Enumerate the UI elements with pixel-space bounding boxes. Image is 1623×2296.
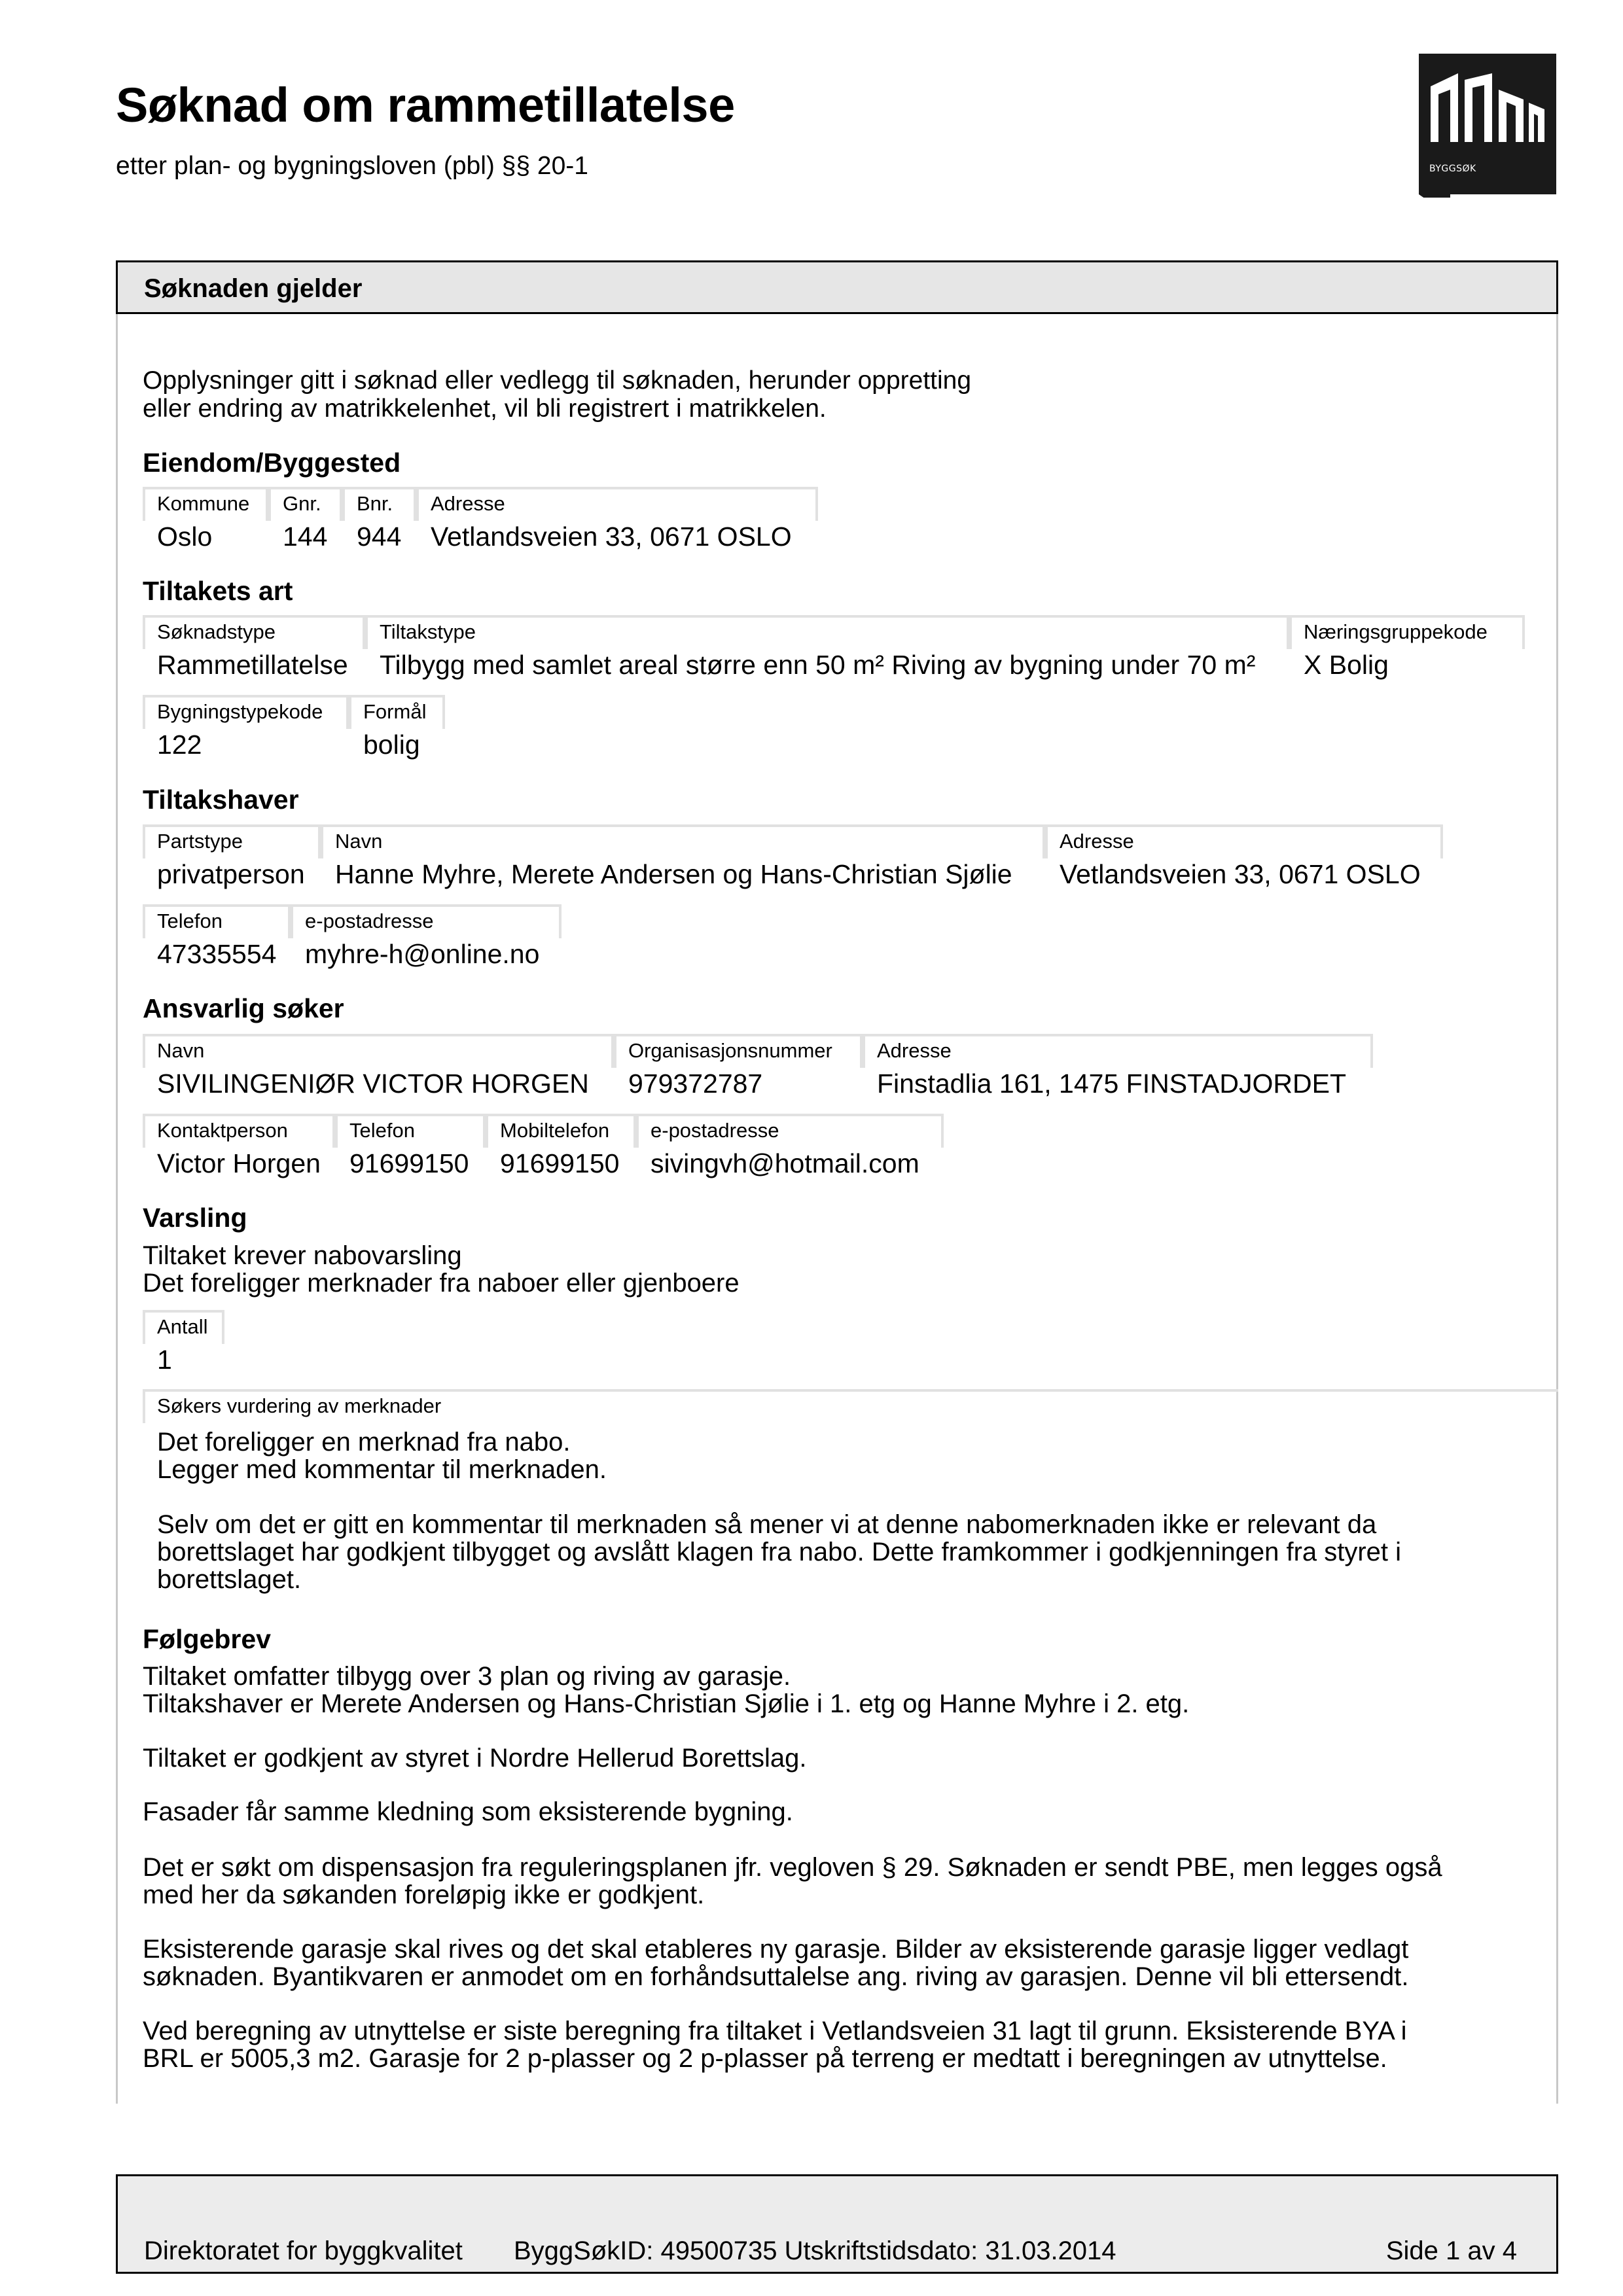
panel-border-right — [1556, 314, 1558, 2104]
field-kommune: Kommune Oslo — [143, 487, 268, 552]
merknad-label: Søkers vurdering av merknader — [157, 1394, 442, 1417]
varsling-line: Det foreligger merknader fra naboer eller gjenboere — [143, 1269, 740, 1298]
folgebrev-line: Ved beregning av utnyttelse er siste beregning fra tiltaket i Vetlandsveien 31 lagt til grunn. Eksisterende BYA i — [143, 2017, 1407, 2045]
byggsok-logo — [1419, 54, 1556, 198]
field-gnr: Gnr. 144 — [268, 487, 342, 552]
field-formal: Formål bolig — [349, 695, 445, 760]
field-organisasjonsnummer: Organisasjonsnummer 979372787 — [614, 1034, 863, 1099]
folgebrev-line: BRL er 5005,3 m2. Garasje for 2 p-plasser og 2 p-plasser på terreng er medtatt i beregningen av utnyttelse. — [143, 2044, 1387, 2073]
intro-text-line: Opplysninger gitt i søknad eller vedlegg til søknaden, herunder oppretting — [143, 366, 972, 395]
footer-organization: Direktoratet for byggkvalitet — [144, 2236, 463, 2265]
document-title: Søknad om rammetillatelse — [116, 78, 735, 132]
field-tiltakshaver-navn: Navn Hanne Myhre, Merete Andersen og Hans-Christian Sjølie — [321, 824, 1045, 890]
panel-border-left — [116, 314, 118, 2104]
field-mobiltelefon: Mobiltelefon 91699150 — [486, 1114, 636, 1179]
eiendom-heading: Eiendom/Byggested — [143, 448, 401, 478]
folgebrev-line: Fasader får samme kledning som eksisterende bygning. — [143, 1797, 793, 1826]
field-tiltakshaver-adresse: Adresse Vetlandsveien 33, 0671 OSLO — [1045, 824, 1443, 890]
merknad-box-border — [143, 1389, 1558, 1392]
intro-text-line: eller endring av matrikkelenhet, vil bli registrert i matrikkelen. — [143, 395, 827, 423]
page-footer — [116, 2174, 1558, 2274]
field-soknadstype: Søknadstype Rammetillatelse — [143, 615, 365, 680]
folgebrev-line: Tiltakshaver er Merete Andersen og Hans-Christian Sjølie i 1. etg og Hanne Myhre i 2. etg. — [143, 1689, 1190, 1718]
tiltakets-art-heading: Tiltakets art — [143, 576, 293, 606]
merknad-text-line: Selv om det er gitt en kommentar til merknaden så mener vi at denne nabomerknaden ikke er relevant da — [157, 1510, 1377, 1539]
tiltakshaver-heading: Tiltakshaver — [143, 785, 299, 815]
field-bygningstypekode: Bygningstypekode 122 — [143, 695, 349, 760]
footer-id-date: ByggSøkID: 49500735 Utskriftstidsdato: 31.03.2014 — [514, 2236, 1116, 2265]
field-partstype: Partstype privatperson — [143, 824, 321, 890]
varsling-heading: Varsling — [143, 1203, 247, 1233]
document-subtitle: etter plan- og bygningsloven (pbl) §§ 20-1 — [116, 152, 588, 180]
merknad-text-line: Legger med kommentar til merknaden. — [157, 1455, 607, 1484]
footer-page-number: Side 1 av 4 — [1385, 2236, 1517, 2265]
section-header — [116, 260, 1558, 314]
field-soker-epost: e-postadresse sivingvh@hotmail.com — [636, 1114, 944, 1179]
merknad-text-line: borettslaget. — [157, 1565, 302, 1594]
merknad-text-line: Det foreligger en merknad fra nabo. — [157, 1428, 571, 1457]
field-soker-adresse: Adresse Finstadlia 161, 1475 FINSTADJORDET — [863, 1034, 1373, 1099]
folgebrev-heading: Følgebrev — [143, 1624, 271, 1654]
section-heading: Søknaden gjelder — [144, 274, 363, 303]
field-tiltakshaver-telefon: Telefon 47335554 — [143, 904, 291, 970]
field-kontaktperson: Kontaktperson Victor Horgen — [143, 1114, 335, 1179]
field-antall: Antall 1 — [143, 1310, 224, 1375]
field-tiltakstype: Tiltakstype Tilbygg med samlet areal større enn 50 m² Riving av bygning under 70 m² — [365, 615, 1289, 680]
field-soker-telefon: Telefon 91699150 — [335, 1114, 486, 1179]
varsling-line: Tiltaket krever nabovarsling — [143, 1241, 462, 1270]
field-tiltakshaver-epost: e-postadresse myhre-h@online.no — [291, 904, 562, 970]
merknad-box-border — [143, 1389, 145, 1423]
merknad-text-line: borettslaget har godkjent tilbygget og avslått klagen fra nabo. Dette framkommer i godkjenningen fra styret i — [157, 1538, 1402, 1566]
folgebrev-line: Tiltaket omfatter tilbygg over 3 plan og riving av garasje. — [143, 1662, 791, 1691]
field-soker-navn: Navn SIVILINGENIØR VICTOR HORGEN — [143, 1034, 614, 1099]
ansvarlig-soker-heading: Ansvarlig søker — [143, 993, 344, 1023]
field-adresse: Adresse Vetlandsveien 33, 0671 OSLO — [416, 487, 818, 552]
field-naeringsgruppekode: Næringsgruppekode X Bolig — [1289, 615, 1525, 680]
folgebrev-line: Tiltaket er godkjent av styret i Nordre Hellerud Borettslag. — [143, 1744, 807, 1773]
folgebrev-line: med her da søkanden foreløpig ikke er godkjent. — [143, 1881, 705, 1909]
folgebrev-line: Eksisterende garasje skal rives og det skal etableres ny garasje. Bilder av eksisterende garasje ligger vedlagt — [143, 1935, 1409, 1964]
byggsok-logo-icon — [1419, 54, 1556, 198]
folgebrev-line: Det er søkt om dispensasjon fra reguleringsplanen jfr. vegloven § 29. Søknaden er sendt PBE, men legges også — [143, 1853, 1442, 1882]
folgebrev-line: søknaden. Byantikvaren er anmodet om en forhåndsuttalelse ang. riving av garasjen. Denne vil bli ettersendt. — [143, 1962, 1409, 1991]
logo-label: BYGGSØK — [1429, 164, 1476, 174]
field-bnr: Bnr. 944 — [342, 487, 416, 552]
